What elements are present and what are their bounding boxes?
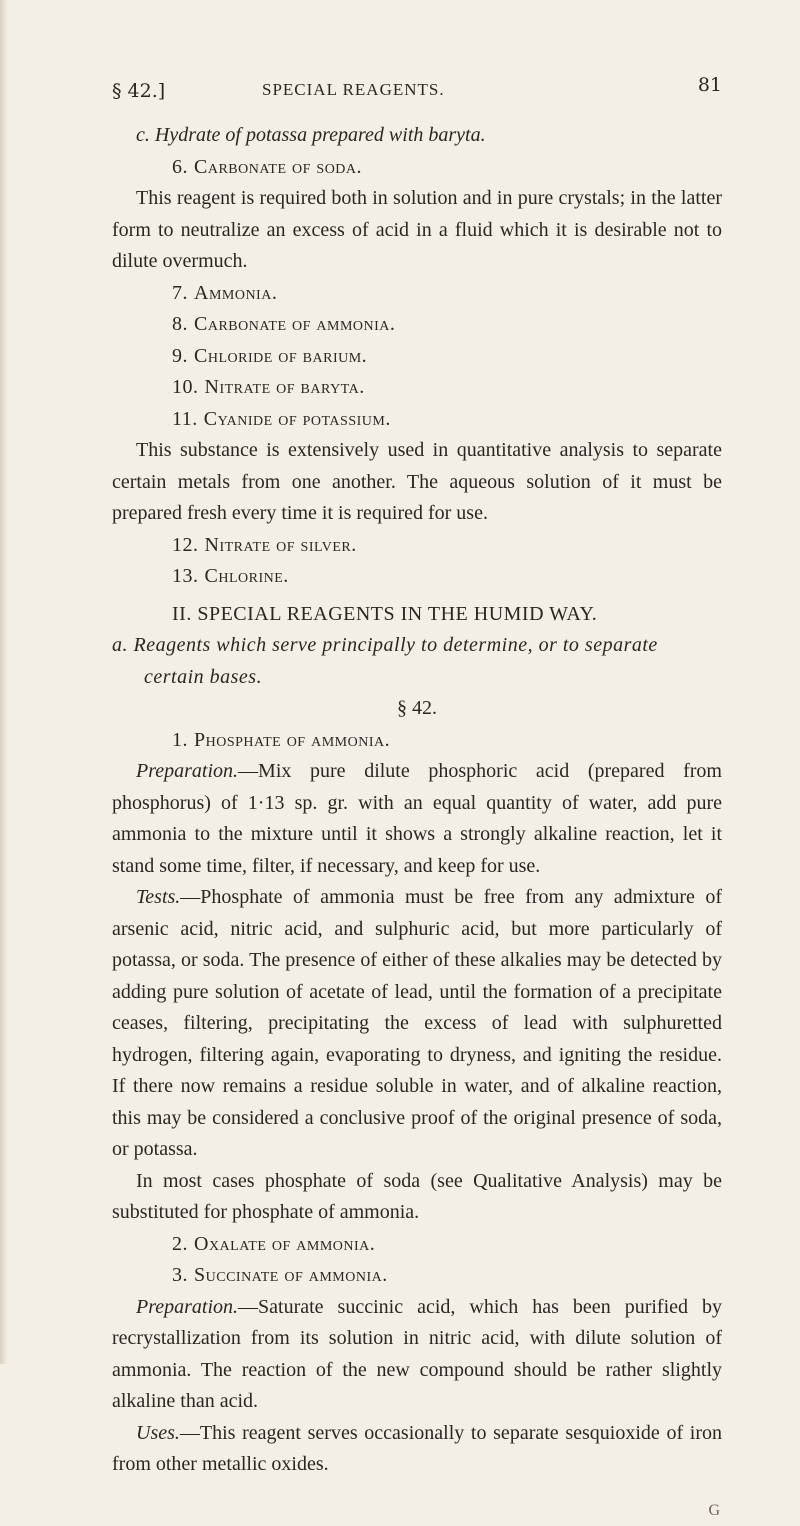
- reagent-number: 7.: [172, 282, 188, 304]
- paragraph-uses: [112, 1418, 722, 1481]
- reagent-title: Chloride of barium.: [194, 345, 367, 367]
- page-body: [112, 120, 722, 1526]
- reagent-title: Phosphate of ammonia.: [194, 729, 390, 751]
- reagent-title: Succinate of ammonia.: [194, 1264, 388, 1286]
- reagent-title: Nitrate of baryta.: [205, 376, 365, 398]
- page-number: 81: [698, 74, 722, 96]
- reagent-title: Nitrate of silver.: [205, 534, 357, 556]
- uses-label: Uses.: [136, 1422, 180, 1444]
- paragraph-preparation-3: [112, 1292, 722, 1418]
- reagent-number: 2.: [172, 1233, 188, 1255]
- reagent-title: Cyanide of potassium.: [204, 408, 391, 430]
- reagent-heading-3: [112, 1260, 722, 1292]
- section-mark: § 42.: [112, 693, 722, 725]
- reagent-title: Carbonate of soda.: [194, 156, 362, 178]
- reagent-heading-10: [112, 372, 722, 404]
- reagent-heading-2: [112, 1229, 722, 1261]
- preparation-text: —Mix pure dilute phosphoric acid (prepared from phosphorus) of 1·13 sp. gr. with an equal quantity of water, add pure ammonia to the mixture until it shows a strongly alkaline reaction, let it stand some time, filter, if necessary, and keep for use.: [112, 760, 722, 877]
- preparation-label: Preparation.: [136, 1296, 238, 1318]
- reagent-number: 3.: [172, 1264, 188, 1286]
- reagent-heading-1: [112, 725, 722, 757]
- reagent-number: 1.: [172, 729, 188, 751]
- preparation-text: —Saturate succinic acid, which has been purified by recrystallization from its solution in nitric acid, with dilute solution of ammonia. The reaction of the new compound should be rather slightly alkaline than acid.: [112, 1296, 722, 1413]
- tests-text: —Phosphate of ammonia must be free from any admixture of arsenic acid, nitric acid, and sulphuric acid, but more particularly of potassa, or soda. The presence of either of these alkalies may be detected by adding pure solution of acetate of lead, until the formation of a precipitate ceases, filtering, precipitating the excess of lead with sulphuretted hydrogen, filtering again, evaporating to dryness, and igniting the residue. If there now remains a residue soluble in water, and of alkaline reaction, this may be considered a conclusive proof of the original presence of soda, or potassa.: [112, 886, 722, 1160]
- reagent-heading-12: [112, 530, 722, 562]
- printer-signature: G: [112, 1495, 722, 1526]
- reagent-heading-7: [112, 278, 722, 310]
- list-item-c: c. Hydrate of potassa prepared with baryta.: [112, 120, 722, 152]
- reagent-heading-9: [112, 341, 722, 373]
- reagent-heading-6: [112, 152, 722, 184]
- header-section-ref: § 42.]: [112, 80, 165, 102]
- paragraph-substitution: In most cases phosphate of soda (see Qualitative Analysis) may be substituted for phosphate of ammonia.: [112, 1166, 722, 1229]
- paragraph-soda: This reagent is required both in solution and in pure crystals; in the latter form to neutralize an excess of acid in a fluid which it is desirable not to dilute overmuch.: [112, 183, 722, 278]
- running-header: [112, 80, 722, 108]
- reagent-title: Chlorine.: [205, 565, 289, 587]
- reagent-heading-8: [112, 309, 722, 341]
- reagent-title: Carbonate of ammonia.: [194, 313, 395, 335]
- reagent-number: 6.: [172, 156, 188, 178]
- reagent-number: 10.: [172, 376, 199, 398]
- paragraph-preparation-1: [112, 756, 722, 882]
- header-title: SPECIAL REAGENTS.: [262, 80, 445, 100]
- reagent-title: Oxalate of ammonia.: [194, 1233, 375, 1255]
- tests-label: Tests.: [136, 886, 180, 908]
- reagent-heading-11: [112, 404, 722, 436]
- preparation-label: Preparation.: [136, 760, 238, 782]
- reagent-number: 12.: [172, 534, 199, 556]
- reagent-number: 11.: [172, 408, 198, 430]
- reagent-title: Ammonia.: [194, 282, 277, 304]
- section-heading-ii: II. SPECIAL REAGENTS IN THE HUMID WAY.: [112, 599, 722, 631]
- page-edge-shadow: [0, 0, 8, 1364]
- subheading-a: a. Reagents which serve principally to determine, or to separate certain bases.: [112, 630, 722, 693]
- reagent-number: 13.: [172, 565, 199, 587]
- reagent-number: 9.: [172, 345, 188, 367]
- uses-text: —This reagent serves occasionally to separate sesquioxide of iron from other metallic oxides.: [112, 1422, 722, 1476]
- paragraph-cyanide: This substance is extensively used in quantitative analysis to separate certain metals from one another. The aqueous solution of it must be prepared fresh every time it is required for use.: [112, 435, 722, 530]
- paragraph-tests: [112, 882, 722, 1166]
- reagent-heading-13: [112, 561, 722, 593]
- reagent-number: 8.: [172, 313, 188, 335]
